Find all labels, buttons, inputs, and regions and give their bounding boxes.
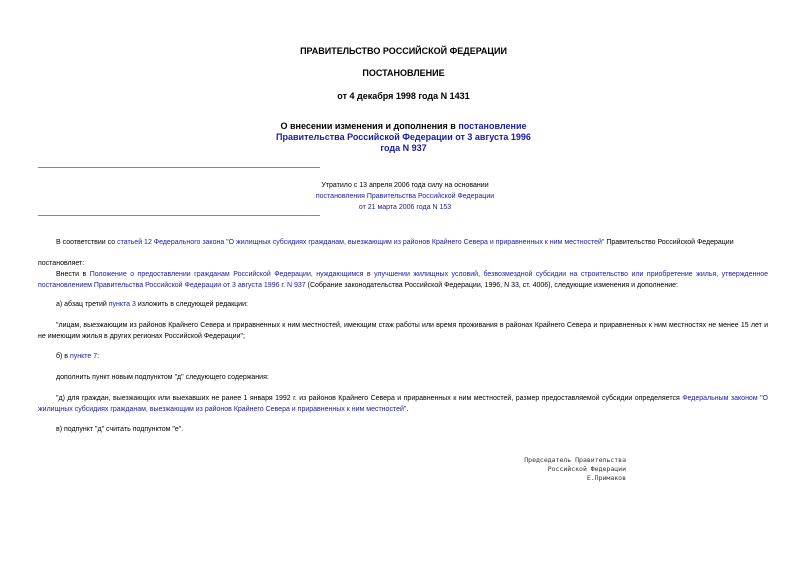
- divider-bottom: [38, 215, 320, 216]
- title-link-line2[interactable]: Правительства Российской Федерации от 3 августа 1996: [276, 132, 531, 142]
- status-note-link-line2[interactable]: от 21 марта 2006 года N 153: [358, 204, 452, 211]
- law-article-link[interactable]: статьей 12 Федерального закона "О жилищных субсидиях гражданам, выезжающим из районов Крайнего Севера и приравненных к ним местностей": [117, 239, 605, 246]
- paragraph-amend: Внести в Положение о предоставлении гражданам Российской Федерации, нуждающимся в улучшении жилищных условий, безвозмездной субсидии на строительство или приобретение жилья, утвержденное постановлением Правительства Российской Федерации от 3 августа 1996 г. N 937 (Собрание законодательства Российской Федерации, 1996, N 33, ст. 4006), следующие изменения и дополнение:: [38, 271, 768, 289]
- signature-title: Председатель Правительства: [524, 456, 626, 464]
- federal-law-link[interactable]: Федеральным законом "О жилищных субсидиях гражданам, выезжающим из районов Крайнего Севера и приравненных к ним местностей": [38, 395, 769, 413]
- paragraph-a-text: "лицам, выезжающим из районов Крайнего Севера и приравненных к ним местностей, имеющим стаж работы или время проживания в районах Крайнего Севера и приравненных к ним местностях не менее 15 лет и не имеющим жилья в других регионах Российской Федерации";: [38, 322, 768, 340]
- paragraph-a: а) абзац третий пункта 3 изложить в следующей редакции:: [56, 301, 248, 308]
- document-type: ПОСТАНОВЛЕНИЕ: [362, 68, 445, 78]
- paragraph-c: в) подпункт "д" считать подпунктом "е".: [56, 426, 184, 433]
- signature-block: [480, 456, 626, 483]
- signature-org: Российской Федерации: [547, 465, 626, 473]
- document-date-number: от 4 декабря 1998 года N 1431: [337, 91, 470, 101]
- regulation-link[interactable]: Положение о предоставлении гражданам Российской Федерации, нуждающимся в улучшении жилищных условий, безвозмездной субсидии на строительство или приобретение жилья, утвержденное постановлением Правительства Российской Федерации от 3 августа 1996 г. N 937: [38, 271, 768, 289]
- title-link[interactable]: постановление: [458, 121, 527, 131]
- signature-name: Е.Примаков: [586, 474, 626, 482]
- document-title: [0, 121, 807, 154]
- divider-top: [38, 167, 320, 168]
- clause-3-link[interactable]: пункта 3: [108, 301, 136, 308]
- paragraph-b: б) в пункте 7:: [56, 353, 100, 360]
- paragraph-d: "д) для граждан, выезжающих или выехавших не ранее 1 января 1992 г. из районов Крайнего Севера и приравненных к ним местностей, размер предоставляемой субсидии определяется Федеральным законом "О жилищных субсидиях гражданам, выезжающим из районов Крайнего Севера и приравненных к ним местностей".: [38, 395, 769, 413]
- paragraph-b-text: дополнить пункт новым подпунктом "д" следующего содержания:: [56, 374, 269, 381]
- status-note: [300, 180, 510, 213]
- paragraph-resolves: постановляет:: [38, 260, 85, 267]
- status-note-link[interactable]: постановления Правительства Российской Федерации: [315, 193, 495, 200]
- title-link-line3[interactable]: года N 937: [380, 143, 427, 153]
- clause-7-link[interactable]: пункте 7: [69, 353, 98, 360]
- title-text: О внесении изменения и дополнения в: [280, 121, 459, 131]
- paragraph-preamble: В соответствии со статьей 12 Федерального закона "О жилищных субсидиях гражданам, выезжающим из районов Крайнего Севера и приравненных к ним местностей" Правительство Российской Федерации: [56, 239, 734, 246]
- government-heading: ПРАВИТЕЛЬСТВО РОССИЙСКОЙ ФЕДЕРАЦИИ: [300, 46, 507, 56]
- status-note-text: Утратило с 13 апреля 2006 года силу на основании: [321, 182, 489, 189]
